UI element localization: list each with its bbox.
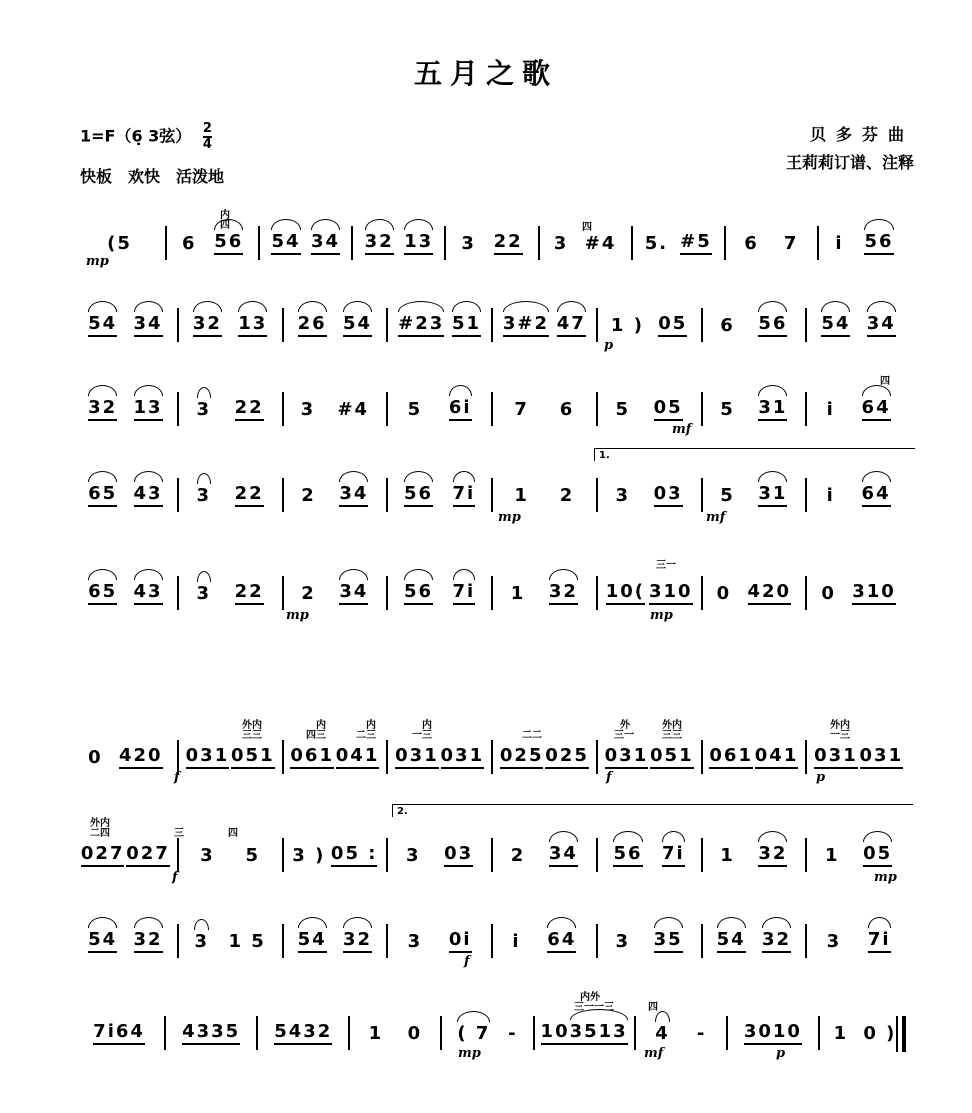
note-group: 32 — [88, 397, 117, 421]
time-signature-numerator: 2 — [202, 121, 212, 136]
note-group: 6 — [744, 232, 759, 254]
note-group: 0 — [716, 582, 732, 604]
dynamic-marking: mf — [644, 1046, 664, 1061]
note-group: 3010 — [744, 1021, 802, 1045]
volta-bracket: 2. — [392, 804, 913, 817]
note-group: 5. — [644, 232, 669, 254]
note-group: i — [826, 484, 835, 506]
fingering-annotation: 外内 — [662, 720, 682, 731]
note-group: 13 — [238, 313, 267, 337]
measure — [493, 576, 598, 610]
measure — [260, 226, 353, 260]
measure — [388, 392, 493, 426]
measure — [350, 1016, 442, 1050]
measure — [493, 838, 598, 872]
note-group: 5 — [720, 484, 735, 506]
measure — [703, 308, 808, 342]
note-group: i — [512, 930, 521, 952]
note-group: 027 — [126, 843, 170, 867]
measures — [74, 478, 910, 512]
volta-bracket: 1. — [594, 448, 915, 461]
note-group: 31 — [758, 483, 787, 507]
note-group: 041 — [336, 745, 380, 769]
note-group: 061 — [709, 745, 753, 769]
measures — [74, 1016, 910, 1050]
note-group: 031 — [860, 745, 904, 769]
measures — [74, 226, 910, 260]
note-group: i — [835, 232, 844, 254]
measure — [388, 478, 493, 512]
note-group: 54 — [88, 929, 117, 953]
measure — [493, 308, 598, 342]
measure — [167, 226, 260, 260]
note-group: 32 — [758, 843, 787, 867]
note-group: 03 — [444, 843, 473, 867]
note-group: 56 — [613, 843, 642, 867]
note-group: 3 — [553, 232, 569, 254]
measure — [74, 308, 179, 342]
fingering-annotation: 三三 — [242, 730, 262, 741]
note-group: 420 — [119, 745, 163, 769]
staff-line-3 — [74, 372, 910, 450]
measure — [388, 740, 493, 774]
note-group: 32 — [343, 929, 372, 953]
note-group: 031 — [186, 745, 230, 769]
measure — [388, 924, 493, 958]
measures — [74, 838, 910, 872]
measure — [703, 838, 808, 872]
fingering-annotation: 三 — [174, 828, 184, 839]
measure — [807, 392, 910, 426]
note-group: 3 — [615, 930, 631, 952]
note-group: 47 — [557, 313, 586, 337]
measure — [493, 392, 598, 426]
fingering-annotation: 三三 — [662, 730, 682, 741]
note-group: #5 — [680, 231, 712, 255]
note-group: 2 — [559, 484, 575, 506]
note-group: 1 — [833, 1022, 849, 1044]
note-group: 7i — [868, 929, 891, 953]
note-group: 041 — [755, 745, 799, 769]
note-group: 5 — [407, 398, 423, 420]
note-group: 0 ) — [863, 1022, 897, 1044]
note-group: 0i — [449, 929, 472, 953]
note-group: 7i — [453, 483, 476, 507]
note-group: 3 ) — [292, 844, 326, 866]
note-group: 3 — [194, 930, 209, 952]
dynamic-marking: mp — [86, 254, 109, 269]
fingering-annotation: 一三 — [830, 730, 850, 741]
dynamic-marking: mp — [650, 608, 673, 623]
note-group: 13 — [134, 397, 163, 421]
note-group: 310 — [649, 581, 693, 605]
note-group: 7i — [453, 581, 476, 605]
note-group: 3 — [196, 582, 212, 604]
note-group: 5432 — [274, 1021, 332, 1045]
fingering-annotation: 内 — [220, 210, 230, 221]
measure — [807, 838, 910, 872]
staff-line-5 — [74, 556, 910, 634]
note-group: 34 — [549, 843, 578, 867]
note-group: 031 — [395, 745, 439, 769]
dynamic-marking: mf — [672, 422, 692, 437]
note-group: #23 — [398, 313, 444, 337]
fingering-annotation: 内 — [422, 720, 432, 731]
measure — [819, 226, 910, 260]
note-group: #4 — [337, 398, 370, 420]
dynamic-marking: mp — [498, 510, 521, 525]
composer: 贝多芬曲 — [809, 125, 914, 144]
note-group: 56 — [404, 581, 433, 605]
note-group: 22 — [235, 581, 264, 605]
note-group: 6i — [449, 397, 472, 421]
note-group: 6 — [181, 232, 197, 254]
measure — [353, 226, 446, 260]
note-group: (5 — [107, 232, 132, 254]
note-group: 56 — [404, 483, 433, 507]
note-group: 34 — [339, 483, 368, 507]
note-group: 34 — [867, 313, 896, 337]
fingering-annotation: 一三 — [412, 730, 432, 741]
measure — [598, 576, 703, 610]
measure — [388, 838, 493, 872]
note-group: 05 — [654, 397, 683, 421]
staff-line-9 — [74, 992, 910, 1074]
measure — [258, 1016, 350, 1050]
note-group: 0 — [88, 746, 103, 768]
note-group: 56 — [864, 231, 893, 255]
note-group: 5 — [720, 398, 735, 420]
note-group: 0 — [821, 582, 836, 604]
note-group: 32 — [549, 581, 578, 605]
measure — [807, 924, 910, 958]
note-group: 32 — [365, 231, 394, 255]
measures — [74, 576, 910, 610]
dynamic-marking: p — [604, 338, 614, 353]
note-group: 2 — [301, 484, 316, 506]
dynamic-marking: mf — [706, 510, 726, 525]
measure — [74, 576, 179, 610]
time-signature-denominator: 4 — [202, 137, 212, 152]
fingering-annotation: 四三 — [306, 730, 326, 741]
note-group: 1 — [825, 844, 840, 866]
fingering-annotation: 四 — [228, 828, 238, 839]
note-group: 3 — [407, 930, 423, 952]
key-signature — [80, 122, 212, 152]
note-group: - — [508, 1022, 518, 1044]
measure — [284, 308, 389, 342]
measure — [807, 308, 910, 342]
measures — [74, 740, 910, 774]
measure — [284, 924, 389, 958]
note-group: 4335 — [182, 1021, 240, 1045]
note-group: ( 7 — [457, 1022, 491, 1044]
note-group: 32 — [762, 929, 791, 953]
fingering-annotation: 内 — [366, 720, 376, 731]
note-group: 061 — [290, 745, 334, 769]
note-group: 3 — [300, 398, 316, 420]
note-group: 10 — [541, 1021, 570, 1045]
note-group: 05 — [863, 843, 892, 867]
note-group: 5 — [245, 844, 261, 866]
note-group: 54 — [821, 313, 850, 337]
fingering-annotation: 二三 — [356, 730, 376, 741]
measure — [728, 1016, 820, 1050]
note-group: 420 — [748, 581, 792, 605]
note-group: 64 — [862, 397, 891, 421]
fingering-annotation: 外内 — [242, 720, 262, 731]
tempo-marking: 快板 欢快 活泼地 — [80, 167, 225, 186]
note-group: 54 — [717, 929, 746, 953]
measure — [703, 924, 808, 958]
staff-line-8 — [74, 904, 910, 982]
measure — [493, 740, 598, 774]
measure — [74, 478, 179, 512]
measures — [74, 924, 910, 958]
measure — [598, 924, 703, 958]
time-signature — [203, 122, 212, 152]
note-group: 3 — [615, 484, 631, 506]
note-group: 54 — [343, 313, 372, 337]
measure — [598, 392, 703, 426]
note-group: 3 — [406, 844, 421, 866]
note-group: 027 — [81, 843, 125, 867]
measure — [807, 478, 910, 512]
note-group: 05 — [658, 313, 687, 337]
arranger: 王莉莉订谱、注释 — [785, 153, 914, 172]
note-group: 3#2 — [503, 313, 549, 337]
measure — [598, 478, 703, 512]
staff-line-1 — [74, 206, 910, 284]
note-group: 03 — [654, 483, 683, 507]
note-group: 1 5 — [228, 930, 266, 952]
note-group: 05 : — [331, 843, 378, 867]
note-group: 54 — [88, 313, 117, 337]
final-barline-thick — [902, 1016, 906, 1052]
note-group: 4 — [655, 1022, 670, 1044]
note-group: 43 — [134, 581, 163, 605]
fingering-annotation: 内 — [316, 720, 326, 731]
note-group: 7i64 — [93, 1021, 145, 1045]
note-group: 26 — [298, 313, 327, 337]
dynamic-marking: mp — [874, 870, 897, 885]
note-group: 051 — [650, 745, 694, 769]
fingering-annotation: 四 — [220, 220, 230, 231]
measures — [74, 392, 910, 426]
note-group: 6 — [720, 314, 735, 336]
note-group: 35 — [654, 929, 683, 953]
note-group: 3 — [196, 484, 212, 506]
note-group: 54 — [271, 231, 300, 255]
measure — [74, 740, 179, 774]
measure — [284, 392, 389, 426]
note-group: 7 — [514, 398, 529, 420]
measure — [284, 838, 389, 872]
dynamic-marking: f — [174, 770, 180, 785]
note-group: 32 — [134, 929, 163, 953]
note-group: 64 — [862, 483, 891, 507]
fingering-annotation: 三一 — [614, 730, 634, 741]
measure — [166, 1016, 258, 1050]
measure — [179, 576, 284, 610]
measure — [388, 308, 493, 342]
dynamic-marking: f — [606, 770, 612, 785]
measure — [284, 740, 389, 774]
fingering-annotation: 内外 — [580, 992, 600, 1003]
dynamic-marking: f — [172, 870, 178, 885]
note-group: 031 — [814, 745, 858, 769]
note-group: 3 — [461, 232, 476, 254]
fingering-annotation: 四 — [582, 222, 592, 233]
note-group: 13 — [404, 231, 433, 255]
note-group: 34 — [134, 313, 163, 337]
measures — [74, 308, 910, 342]
note-group: 0 — [407, 1022, 423, 1044]
note-group: 3 — [826, 930, 842, 952]
dynamic-marking: mp — [458, 1046, 481, 1061]
measure — [74, 392, 179, 426]
measure — [493, 478, 598, 512]
measure — [179, 740, 284, 774]
note-group: 31 — [758, 397, 787, 421]
measure — [74, 924, 179, 958]
note-group: 051 — [231, 745, 275, 769]
measure — [703, 576, 808, 610]
fingering-annotation: 外内 — [830, 720, 850, 731]
staff-line-7 — [74, 806, 910, 896]
note-group: 1 — [720, 844, 735, 866]
note-group: 3 — [196, 398, 212, 420]
fingering-annotation: 二二 — [522, 730, 542, 741]
note-group: 65 — [88, 483, 117, 507]
note-group: 031 — [605, 745, 649, 769]
measure — [726, 226, 819, 260]
measure — [598, 838, 703, 872]
measure — [703, 392, 808, 426]
dynamic-marking: f — [464, 954, 470, 969]
measure — [633, 226, 726, 260]
note-group: 34 — [339, 581, 368, 605]
note-group: 22 — [235, 483, 264, 507]
note-group: 43 — [134, 483, 163, 507]
fingering-annotation: 四 — [880, 376, 890, 387]
note-group: 51 — [452, 313, 481, 337]
measure — [598, 308, 703, 342]
note-group: 3513 — [570, 1021, 628, 1045]
measure — [703, 740, 808, 774]
note-group: 310 — [852, 581, 896, 605]
measure — [446, 226, 539, 260]
note-group: 64 — [547, 929, 576, 953]
staff-line-4 — [74, 450, 910, 536]
measure — [284, 478, 389, 512]
fingering-annotation: 二四 — [90, 828, 110, 839]
measure — [74, 838, 179, 872]
note-group: i — [826, 398, 835, 420]
note-group: 56 — [214, 231, 243, 255]
note-group: - — [696, 1022, 707, 1044]
fingering-annotation: 三一 — [656, 560, 676, 571]
fingering-annotation: 四 — [648, 1002, 658, 1013]
fingering-annotation: 三一一三 — [574, 1002, 614, 1013]
note-group: 3 — [200, 844, 215, 866]
measure — [179, 924, 284, 958]
measure — [388, 576, 493, 610]
note-group: 1 — [514, 484, 529, 506]
key-text: 1=F（6̣ 3弦） — [80, 126, 192, 146]
measure — [442, 1016, 534, 1050]
note-group: 34 — [311, 231, 340, 255]
note-group: 031 — [441, 745, 485, 769]
measure — [636, 1016, 728, 1050]
note-group: 025 — [545, 745, 589, 769]
note-group: 32 — [193, 313, 222, 337]
staff-line-6 — [74, 720, 910, 798]
note-group: #4 — [584, 232, 617, 254]
measure — [179, 838, 284, 872]
measure — [535, 1016, 636, 1050]
note-group: 1 — [368, 1022, 384, 1044]
fingering-annotation: 外内 — [90, 818, 110, 829]
measure — [598, 740, 703, 774]
note-group: 025 — [500, 745, 544, 769]
note-group: 1 ) — [610, 314, 644, 336]
measure — [807, 740, 910, 774]
measure — [807, 576, 910, 610]
measure — [179, 308, 284, 342]
note-group: 54 — [298, 929, 327, 953]
note-group: 5 — [615, 398, 631, 420]
staff-line-2 — [74, 288, 910, 366]
measure — [703, 478, 808, 512]
note-group: 6 — [559, 398, 575, 420]
dynamic-marking: p — [816, 770, 826, 785]
note-group: 7i — [662, 843, 685, 867]
note-group: 2 — [510, 844, 526, 866]
measure — [179, 392, 284, 426]
note-group: 65 — [88, 581, 117, 605]
note-group: 56 — [758, 313, 787, 337]
note-group: 22 — [494, 231, 523, 255]
note-group: 2 — [301, 582, 316, 604]
note-group: 7 — [783, 232, 799, 254]
dynamic-marking: p — [776, 1046, 786, 1061]
measure — [179, 478, 284, 512]
final-barline-thin — [896, 1016, 898, 1052]
page-title: 五月之歌 — [413, 57, 558, 90]
dynamic-marking: mp — [286, 608, 309, 623]
note-group: 22 — [235, 397, 264, 421]
note-group: 10( — [606, 581, 645, 605]
measure — [74, 1016, 166, 1050]
measure — [493, 924, 598, 958]
note-group: 1 — [510, 582, 526, 604]
fingering-annotation: 外 — [620, 720, 630, 731]
measure — [284, 576, 389, 610]
